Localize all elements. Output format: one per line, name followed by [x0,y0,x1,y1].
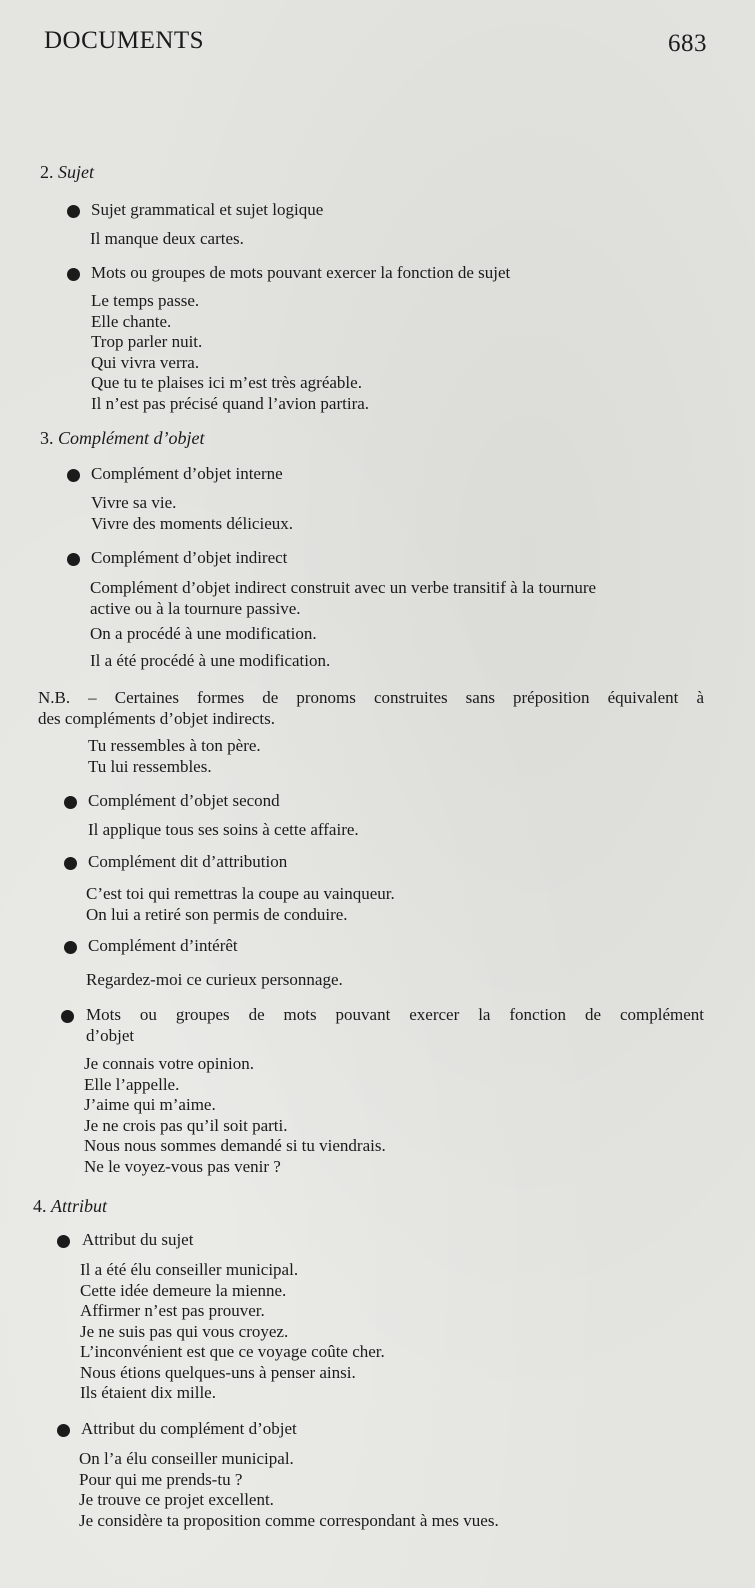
example-line: Il a été procédé à une modification. [90,651,331,670]
example-line: Tu lui ressembles. [88,756,212,776]
example-line: Tu ressembles à ton père. [88,736,261,755]
example-line: Il n’est pas précisé quand l’avion partira. [91,393,370,413]
section-title: Complément d’objet [58,428,205,448]
bullet-icon [64,941,77,954]
example-line: L’inconvénient est que ce voyage coûte cher. [80,1342,385,1361]
example-line: J’aime qui m’aime. [84,1095,216,1114]
example-line: Que tu te plaises ici m’est très agréable. [91,373,362,392]
section-number: 3. [40,428,54,448]
example-line: Ne le voyez-vous pas venir ? [84,1156,281,1176]
note-text-line: N.B. – Certaines formes de pronoms construites sans préposition équivalent à [38,688,704,707]
example-line: C’est toi qui remettras la coupe au vainqueur. [86,884,395,903]
example-line: Ils étaient dix mille. [80,1383,216,1402]
example-line: Elle l’appelle. [84,1074,180,1094]
note-block [38,688,704,729]
example-line: Qui vivra verra. [91,352,200,372]
bullet-icon [67,205,80,218]
example-line: On a procédé à une modification. [90,624,317,643]
item-heading: Attribut du sujet [82,1230,194,1249]
section-heading-complement-objet [40,428,204,449]
example-line: Il manque deux cartes. [90,229,244,248]
example-line: Nous nous sommes demandé si tu viendrais. [84,1136,386,1155]
item-heading: Attribut du complément d’objet [81,1419,297,1438]
item-heading: Complément d’objet interne [91,464,283,483]
example-line: Vivre des moments délicieux. [91,513,293,533]
item-heading: Complément d’objet indirect [91,548,288,567]
bullet-icon [67,268,80,281]
example-line: Cette idée demeure la mienne. [80,1280,287,1300]
bullet-icon [67,469,80,482]
example-line: Je connais votre opinion. [84,1054,254,1073]
example-block [90,578,596,619]
example-block [86,884,395,925]
example-block [90,229,244,250]
example-line: Complément d’objet indirect construit avec un verbe transitif à la tournure [90,578,597,597]
example-block [80,1260,385,1404]
example-line: active ou à la tournure passive. [90,598,301,618]
example-line: Je trouve ce projet excellent. [79,1490,274,1509]
note-text-line: des compléments d’objet indirects. [38,708,275,728]
item-heading: Sujet grammatical et sujet logique [91,200,324,219]
page-number: 683 [668,30,707,57]
example-line: On l’a élu conseiller municipal. [79,1449,294,1468]
bullet-icon [64,796,77,809]
section-heading-attribut [33,1196,107,1217]
section-title: Attribut [51,1196,108,1216]
example-line: Pour qui me prends-tu ? [79,1469,243,1489]
section-number: 2. [40,162,54,182]
item-heading-line: d’objet [86,1025,135,1045]
example-line: Il a été élu conseiller municipal. [80,1260,299,1279]
example-line: Le temps passe. [91,291,200,310]
example-block [91,291,369,414]
item-heading: Complément d’objet second [88,791,280,810]
example-block [91,493,293,534]
example-line: On lui a retiré son permis de conduire. [86,904,348,924]
example-line: Regardez-moi ce curieux personnage. [86,970,343,989]
example-block [88,736,261,777]
item-heading-multiline [86,1005,704,1046]
bullet-icon [67,553,80,566]
item-heading: Complément d’intérêt [88,936,238,955]
bullet-icon [57,1424,70,1437]
example-block [84,1054,386,1177]
example-line: Nous étions quelques-uns à penser ainsi. [80,1362,356,1382]
item-heading: Complément dit d’attribution [88,852,288,871]
example-line: Je ne suis pas qui vous croyez. [80,1321,289,1341]
bullet-icon [64,857,77,870]
example-line: Affirmer n’est pas prouver. [80,1301,265,1320]
example-line: Vivre sa vie. [91,493,177,512]
example-line: Il applique tous ses soins à cette affaire. [88,820,359,839]
item-heading-line: Mots ou groupes de mots pouvant exercer la fonction de complément [86,1005,704,1024]
example-line: Je considère ta proposition comme correspondant à mes vues. [79,1510,499,1530]
section-title: Sujet [58,162,94,182]
example-block [79,1449,499,1531]
section-number: 4. [33,1196,47,1216]
bullet-icon [61,1010,74,1023]
example-line: Elle chante. [91,311,172,331]
running-header: DOCUMENTS [44,27,205,54]
example-line: Trop parler nuit. [91,332,203,351]
example-line: Je ne crois pas qu’il soit parti. [84,1115,288,1135]
item-heading: Mots ou groupes de mots pouvant exercer la fonction de sujet [91,263,511,282]
bullet-icon [57,1235,70,1248]
section-heading-sujet [40,162,94,183]
